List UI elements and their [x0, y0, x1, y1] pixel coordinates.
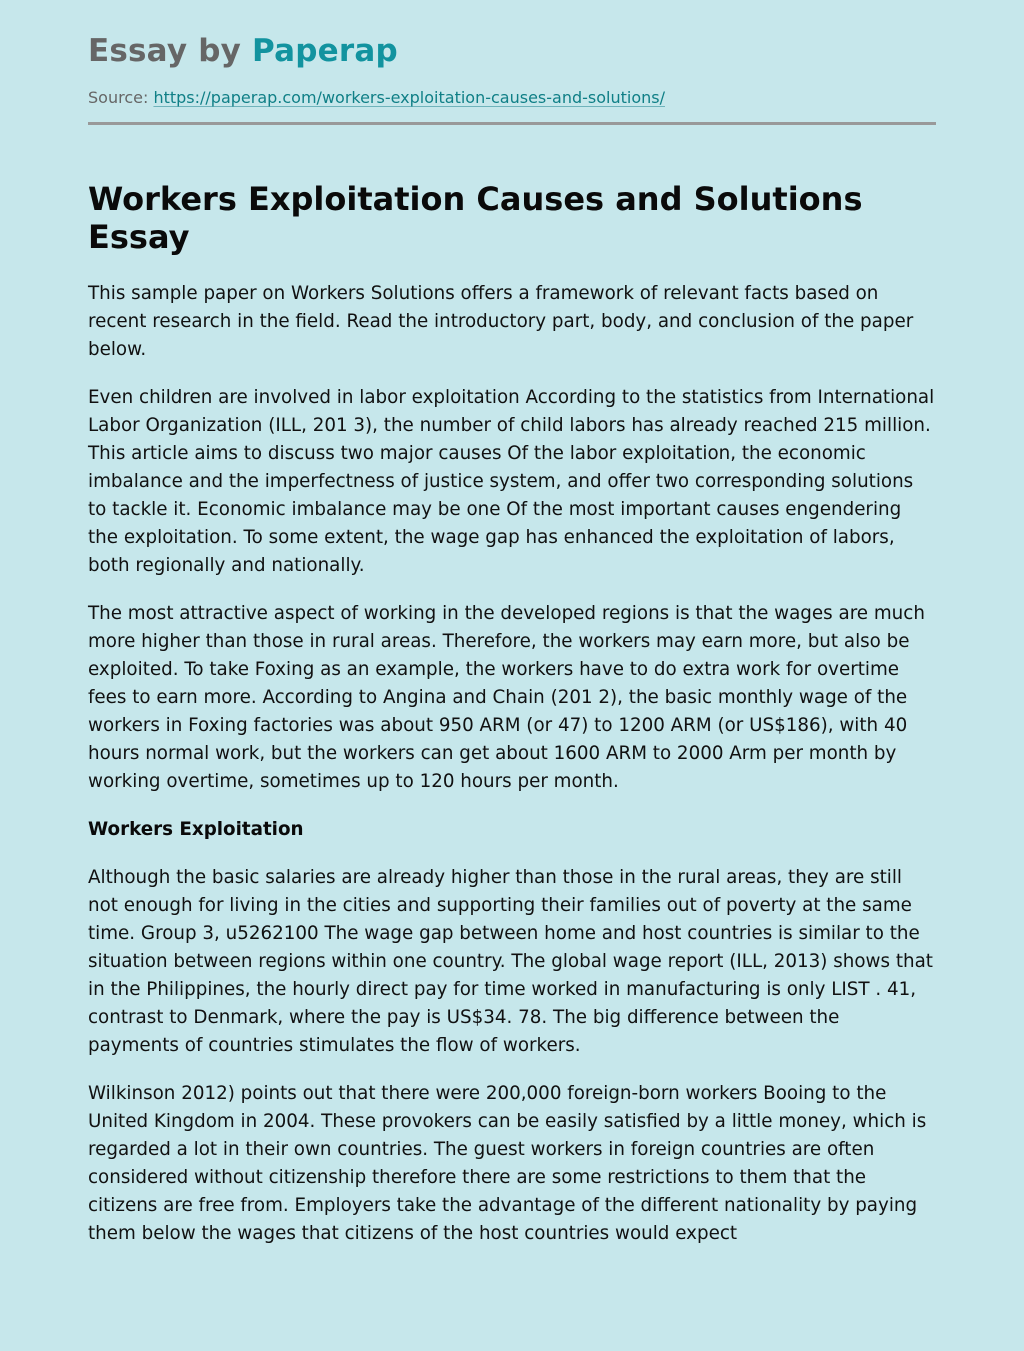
- essay-article: [88, 180, 936, 1248]
- page: [88, 0, 936, 1248]
- section-heading: Workers Exploitation: [88, 819, 304, 840]
- brand-prefix: Essay by: [88, 33, 253, 69]
- source-label: Source:: [88, 88, 154, 107]
- paragraph-intro: This sample paper on Workers Solutions offers a framework of relevant facts based on recent research in the field. Read the introductory part, body, and conclusion of the paper below.: [88, 283, 914, 360]
- brand-name: Paperap: [252, 33, 398, 69]
- site-header: [88, 29, 936, 125]
- paragraph: Although the basic salaries are already higher than those in the rural areas, they are still not enough for living in the cities and supporting their families out of poverty at the same time. Group 3, u5262100 The wage gap between home and host countries is similar to the situation between regions within one country. The global wage report (ILL, 2013) shows that in the Philippines, the hourly direct pay for time worked in manufacturing is only LIST . 41, contrast to Denmark, where the pay is US$34. 78. The big difference between the payments of countries stimulates the flow of workers.: [88, 867, 933, 1056]
- essay-body: [88, 280, 936, 1248]
- page-title: Workers Exploitation Causes and Solutions Essay: [88, 180, 863, 256]
- source-link[interactable]: https://paperap.com/workers-exploitation-causes-and-solutions/: [153, 88, 665, 107]
- paragraph: Even children are involved in labor exploitation According to the statistics from International Labor Organization (ILL, 201 3), the number of child labors has already reached 215 million. This article aims to discuss two major causes Of the labor exploitation, the economic imbalance and the imperfectness of justice system, and offer two corresponding solutions to tackle it. Economic imbalance may be one Of the most important causes engendering the exploitation. To some extent, the wage gap has enhanced the exploitation of labors, both regionally and nationally.: [88, 387, 935, 576]
- paragraph: The most attractive aspect of working in the developed regions is that the wages are much more higher than those in rural areas. Therefore, the workers may earn more, but also be exploited. To take Foxing as an example, the workers have to do extra work for overtime fees to earn more. According to Angina and Chain (201 2), the basic monthly wage of the workers in Foxing factories was about 950 ARM (or 47) to 1200 ARM (or US$186), with 40 hours normal work, but the workers can get about 1600 ARM to 2000 Arm per month by working overtime, sometimes up to 120 hours per month.: [88, 603, 925, 792]
- brand-title: [88, 29, 936, 73]
- source-line: [88, 87, 936, 109]
- paragraph: Wilkinson 2012) points out that there were 200,000 foreign-born workers Booing to the United Kingdom in 2004. These provokers can be easily satisfied by a little money, which is regarded a lot in their own countries. The guest workers in foreign countries are often considered without citizenship therefore there are some restrictions to them that the citizens are free from. Employers take the advantage of the different nationality by paying them below the wages that citizens of the host countries would expect: [88, 1083, 927, 1244]
- header-divider: [88, 122, 936, 125]
